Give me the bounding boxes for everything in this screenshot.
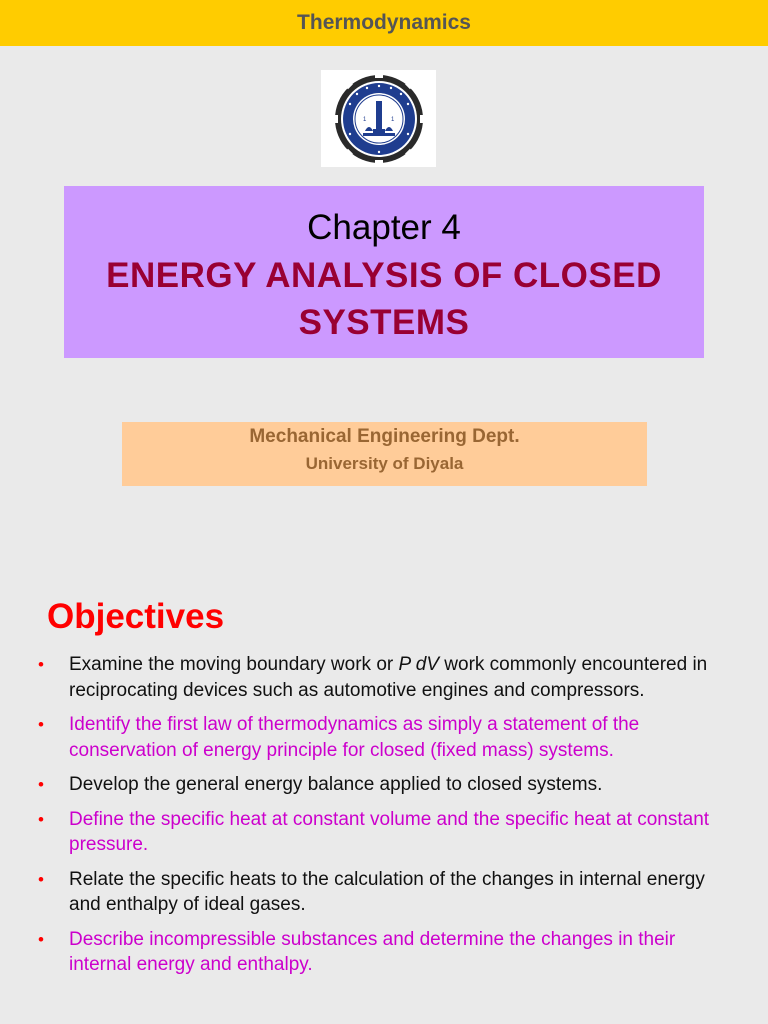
objectives-heading: Objectives (47, 597, 225, 636)
objective-item (38, 927, 728, 978)
university-name: University of Diyala (305, 454, 464, 473)
header-title: Thermodynamics (297, 11, 471, 34)
header-bar (0, 0, 768, 46)
svg-text:1: 1 (362, 116, 366, 123)
objective-item (38, 652, 728, 703)
objective-text-after: work commonly encountered in reciprocating devices such as automotive engines and compressors. (69, 654, 708, 701)
objective-text-italic: P dV (398, 654, 439, 675)
objective-item (38, 867, 728, 918)
bullet-icon: • (38, 809, 44, 829)
objectives-list (38, 652, 728, 987)
college-logo (321, 70, 436, 167)
chapter-label: Chapter 4 (307, 208, 461, 247)
chapter-title-box (64, 186, 704, 358)
objective-text: Describe incompressible substances and determine the changes in their internal energy and enthalpy. (69, 928, 676, 975)
objective-text: Identify the first law of thermodynamics as simply a statement of the conservation of energy principle for closed (fixed mass) systems. (69, 714, 640, 761)
bullet-icon: • (38, 929, 44, 949)
bullet-icon: • (38, 715, 44, 734)
chapter-title: ENERGY ANALYSIS OF CLOSED SYSTEMS (106, 256, 662, 342)
objective-text: Develop the general energy balance applied to closed systems. (69, 774, 603, 795)
objective-item (38, 772, 728, 798)
objective-item (38, 712, 728, 763)
objective-text-before: Examine the moving boundary work or (69, 654, 399, 675)
objective-text: Relate the specific heats to the calculation of the changes in internal energy and enthalpy of ideal gases. (69, 868, 705, 915)
department-name: Mechanical Engineering Dept. (249, 426, 520, 447)
department-box (122, 422, 647, 486)
objective-text: Define the specific heat at constant volume and the specific heat at constant pressure. (69, 808, 710, 855)
bullet-icon: • (38, 869, 44, 889)
bullet-icon: • (38, 775, 44, 794)
college-seal-icon (333, 73, 425, 165)
svg-text:1: 1 (390, 116, 394, 123)
objective-item (38, 807, 728, 858)
bullet-icon: • (38, 655, 44, 674)
